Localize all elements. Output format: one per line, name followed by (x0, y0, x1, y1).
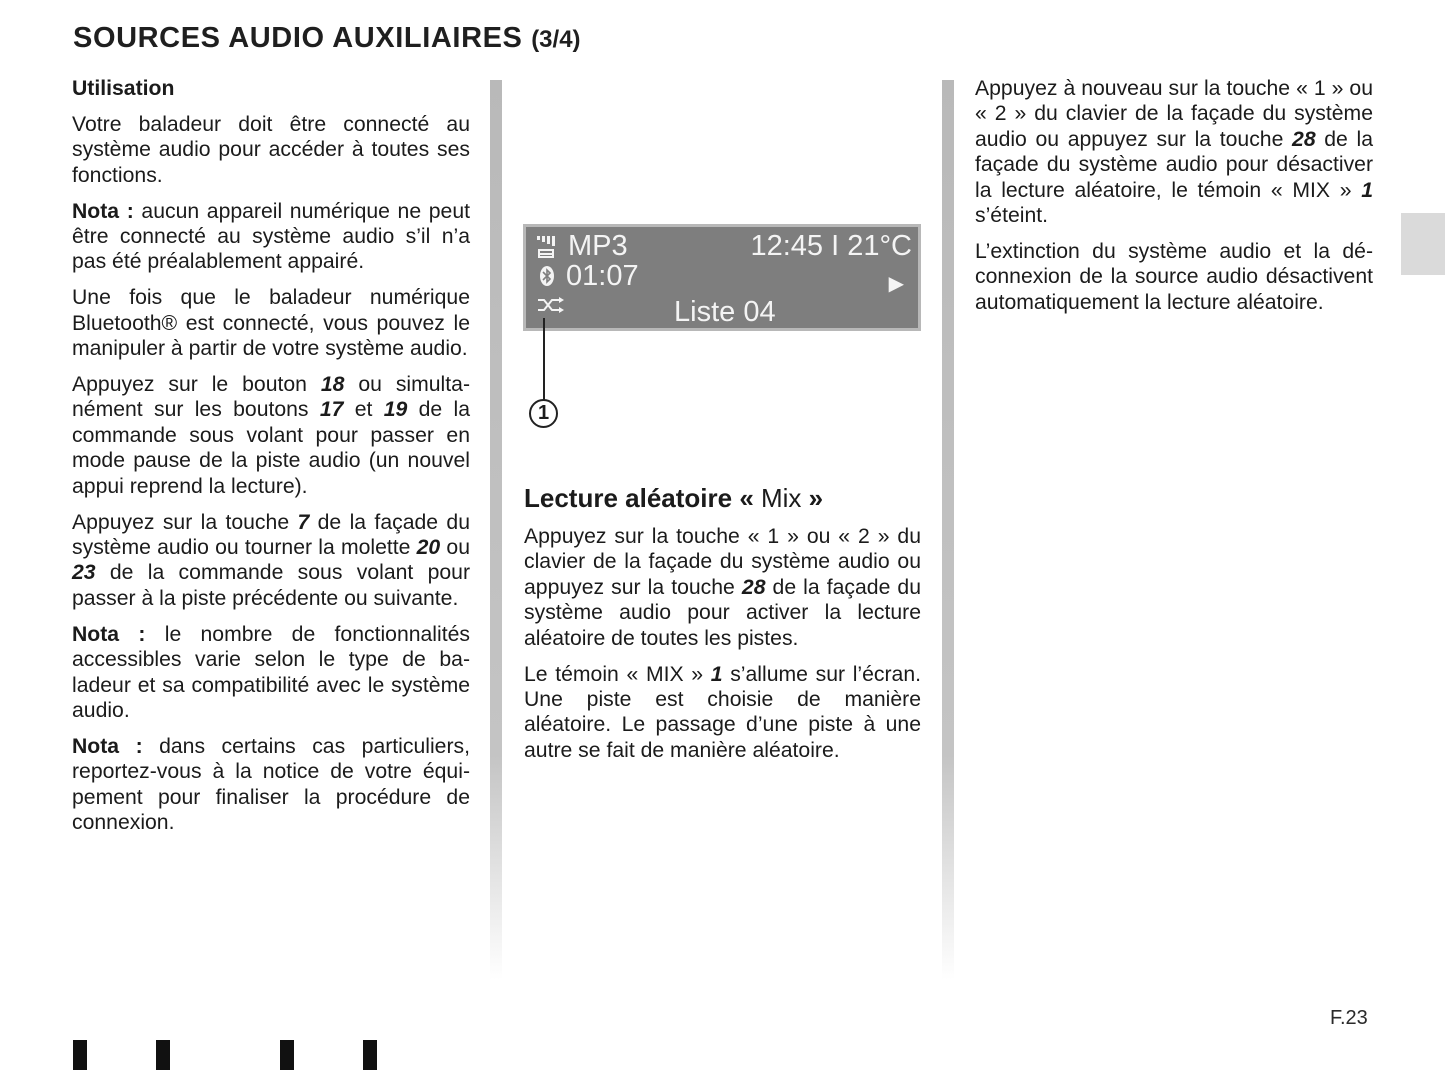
paragraph-bluetooth: Une fois que le baladeur numérique Bluetooth® est connecté, vous pouvez le manipuler à partir de votre système audio. (72, 286, 470, 361)
display-source: MP3 (568, 230, 628, 262)
audio-display-screen (523, 224, 921, 331)
column-separator-right (942, 80, 954, 980)
page-number: F.23 (1330, 1007, 1368, 1029)
ref-number: 1 (710, 662, 723, 686)
ref-number: 18 (320, 373, 345, 397)
display-clock-temperature: 12:45 I 21°C (750, 230, 912, 262)
callout-badge: 1 (529, 399, 558, 428)
section-side-tab (1401, 213, 1445, 275)
ref-number: 7 (297, 510, 310, 534)
note-label: Nota : (72, 622, 146, 646)
ref-number: 17 (319, 398, 344, 422)
left-column (72, 76, 470, 846)
section-heading-random-play: Lecture aléatoire « Mix » (524, 483, 824, 513)
note-label: Nota : (72, 734, 143, 758)
ref-number: 28 (741, 575, 766, 599)
crop-mark (280, 1040, 294, 1070)
note-label: Nota : (72, 199, 134, 223)
page-title-part: (3/4) (531, 26, 581, 53)
section-heading-utilisation: Utilisation (72, 77, 175, 100)
shuffle-icon (537, 297, 565, 313)
crop-mark (156, 1040, 170, 1070)
ref-number: 19 (383, 398, 408, 422)
ref-number: 1 (1361, 178, 1373, 202)
callout-leader-line (543, 318, 545, 402)
note-special-cases: Nota : dans certains cas particuliers, reportez-vous à la notice de votre équipement pour finaliser la procédure de connexion. (72, 734, 470, 835)
right-column (975, 76, 1373, 326)
paragraph-deactivate-random: Appuyez à nouveau sur la touche « 1 » ou « 2 » du clavier de la façade du système audio ou appuyez sur la touche 28 de la façade du système audio pour désactiver la lecture aléatoire, le témoin « MIX » 1 s’éteint. (975, 77, 1373, 228)
paragraph-activate-random: Appuyez sur la touche « 1 » ou « 2 » du clavier de la façade du système audio ou appuyez sur la touche 28 de la façade du système audio pour activer la lecture aléatoire de toutes les pistes. (524, 525, 921, 650)
ref-number: 28 (1292, 127, 1316, 151)
page-title-main: SOURCES AUDIO AUXILIAIRES (73, 22, 523, 54)
display-track-name: Liste 04 (674, 296, 776, 328)
signal-icon (536, 235, 558, 261)
crop-mark (363, 1040, 377, 1070)
note-pairing: Nota : aucun appareil numérique ne peut être connecté au système audio s’il n’a pas été préalablement appairé. (72, 199, 470, 274)
display-elapsed-time: 01:07 (566, 260, 639, 292)
paragraph-pause: Appuyez sur le bouton 18 ou simultanément sur les boutons 17 et 19 de la commande sous volant pour passer en mode pause de la piste audio (un nouvel appui reprend la lecture). (72, 373, 470, 498)
paragraph-auto-deactivation: L’extinction du système audio et la déconnexion de la source audio désactivent automatiquement la lecture aléatoire. (975, 239, 1373, 314)
note-features: Nota : le nombre de fonctionnalités accessibles varie selon le type de baladeur et sa compatibilité avec le système audio. (72, 622, 470, 722)
column-separator-left (490, 80, 502, 980)
ref-number: 23 (72, 561, 96, 585)
crop-mark (73, 1040, 87, 1070)
play-icon: ▶ (888, 273, 904, 295)
paragraph-track-change: Appuyez sur la touche 7 de la façade du système audio ou tourner la molette 20 ou 23 de la commande sous volant pour passer à la piste précédente ou suivante. (72, 510, 470, 610)
paragraph-connection: Votre baladeur doit être connecté au système audio pour accéder à toutes ses fonctions. (72, 112, 470, 187)
ref-number: 20 (416, 536, 441, 559)
paragraph-mix-indicator: Le témoin « MIX » 1 s’allume sur l’écran. Une piste est choisie de manière aléatoire. Le passage d’une piste à une autre se fait de manière aléatoire. (524, 662, 922, 762)
bluetooth-icon (539, 265, 555, 287)
page-title (73, 22, 581, 55)
middle-column (524, 482, 921, 774)
